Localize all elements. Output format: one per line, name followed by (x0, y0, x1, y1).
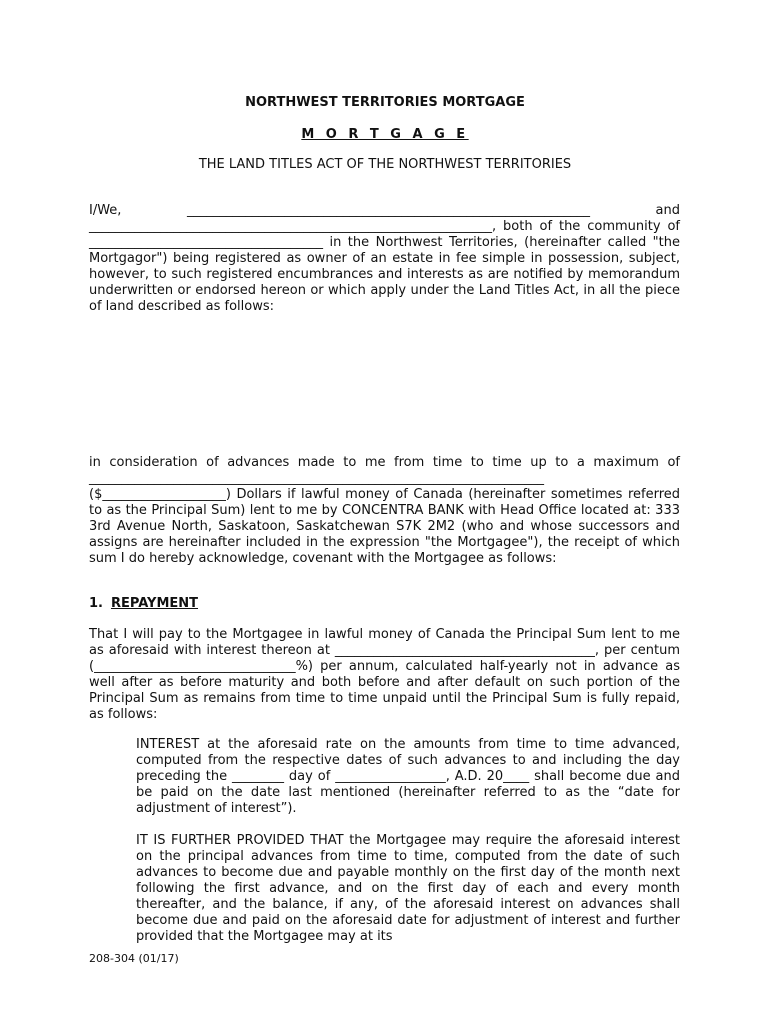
proviso-paragraph: IT IS FURTHER PROVIDED THAT the Mortgagee may require the aforesaid interest on the principal advances from time to time, computed from the date of such advances to become due and payable monthly on the first day of the month next following the first advance, and on the first day of each and every month thereafter, and the balance, if any, of the aforesaid interest on advances shall become due and paid on the aforesaid date for adjustment of interest and further provided that the Mortgagee may at its (136, 833, 680, 944)
section-number: 1. (89, 596, 103, 611)
section-heading-repayment (89, 596, 198, 611)
document-subtitle: M O R T G A G E (301, 127, 469, 142)
consideration-paragraph: in consideration of advances made to me from time to time up to a maximum of ______________________________________________________________________ ($___________________) Dollars if lawful money of Canada (hereinafter sometimes referred to as the Principal Sum) lent to me by CONCENTRA BANK with Head Office located at: 333 3rd Avenue North, Saskatoon, Saskatchewan S7K 2M2 (who and whose successors and assigns are hereinafter included in the expression "the Mortgagee"), the receipt of which sum I do hereby acknowledge, covenant with the Mortgagee as follows: (89, 455, 680, 566)
act-heading: THE LAND TITLES ACT OF THE NORTHWEST TERRITORIES (198, 157, 572, 172)
form-number: 208-304 (01/17) (89, 952, 179, 965)
parties-paragraph: I/We, ______________________________________________________________ and ______________________________________________________________, both of the community of ____________________________________ in the Northwest Territories, (hereinafter called "the Mortgagor") being registered as owner of an estate in fee simple in possession, subject, however, to such registered encumbrances and interests as are notified by memorandum underwritten or endorsed hereon or which apply under the Land Titles Act, in all the piece of land described as follows: (89, 203, 680, 314)
section-title: REPAYMENT (110, 596, 199, 611)
repayment-paragraph: That I will pay to the Mortgagee in lawful money of Canada the Principal Sum lent to me as aforesaid with interest thereon at ________________________________________, per centum (_______________________________%) per annum, calculated half-yearly not in advance as well after as before maturity and both before and after default on such portion of the Principal Sum as remains from time to time unpaid until the Principal Sum is fully repaid, as follows: (89, 627, 680, 722)
document-title: NORTHWEST TERRITORIES MORTGAGE (245, 95, 525, 110)
interest-paragraph: INTEREST at the aforesaid rate on the amounts from time to time advanced, computed from the respective dates of such advances to and including the day preceding the ________ day of _________________, A.D. 20____ shall become due and be paid on the date last mentioned (hereinafter referred to as the “date for adjustment of interest”). (136, 737, 680, 816)
